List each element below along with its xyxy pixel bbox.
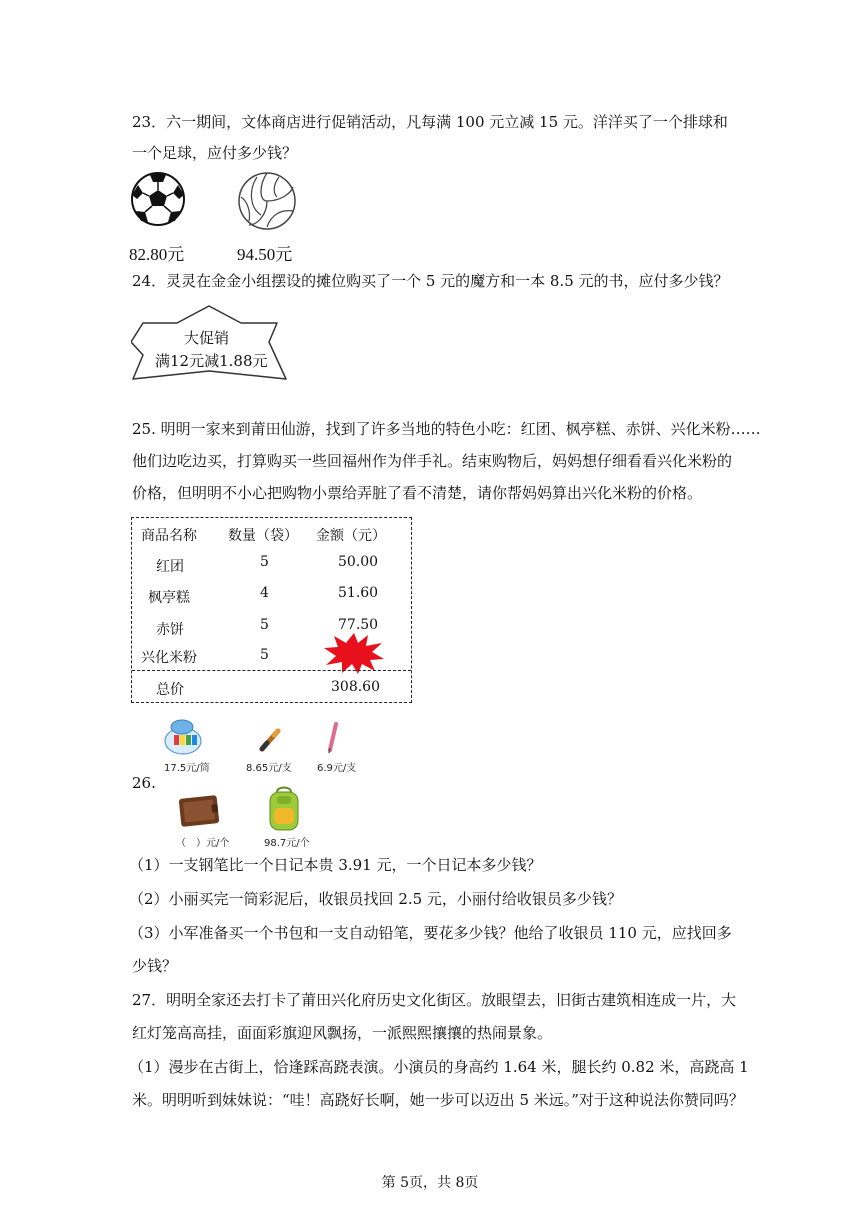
backpack-price: 98.7元/个 [264, 838, 310, 849]
pencil-price: 6.9元/支 [317, 763, 357, 774]
receipt-row-qty: 4 [260, 585, 269, 601]
promotion-title: 大促销 [184, 329, 230, 347]
diary-notebook-icon [176, 793, 222, 829]
q26-sub3-line1: （3）小军准备买一个书包和一支自动铅笔，要花多少钱？他给了收银员 110 元，应找回多 [129, 924, 732, 942]
receipt-header-amount: 金额（元） [316, 528, 386, 544]
receipt-row-qty: 5 [260, 554, 269, 570]
q27-sub1-line1: （1）漫步在古街上，恰逢踩高跷表演。小演员的身高约 1.64 米，腿长约 0.82 米，高跷高 1 [129, 1058, 749, 1076]
clay-price: 17.5元/筒 [164, 763, 210, 774]
receipt-row-amount: 77.50 [338, 617, 379, 633]
volleyball-icon [237, 171, 297, 231]
receipt-row-name: 赤饼 [156, 622, 184, 638]
q26-sub3-line2: 少钱？ [132, 957, 178, 975]
page-footer: 第 5页，共 8页 [381, 1175, 479, 1191]
q25-text-line2: 他们边吃边买，打算购买一些回福州作为伴手礼。结束购物后，妈妈想仔细看看兴化米粉的 [132, 452, 733, 470]
receipt-row-name: 枫亭糕 [148, 590, 190, 606]
mechanical-pencil-icon [326, 722, 340, 754]
receipt-row-qty: 5 [260, 617, 269, 633]
promotion-sign [131, 305, 288, 380]
q24-text-line1: 24．灵灵在金金小组摆设的摊位购买了一个 5 元的魔方和一本 8.5 元的书，应付多少钱？ [132, 272, 729, 290]
clay-tube-icon [160, 717, 206, 757]
q27-sub1-line2: 米。明明听到妹妹说：“哇！高跷好长啊，她一步可以迈出 5 米远。”对于这种说法你赞同吗？ [132, 1091, 744, 1109]
receipt-total-value: 308.60 [331, 679, 380, 695]
receipt-row-qty: 5 [260, 647, 269, 663]
q26-sub1: （1）一支钢笔比一个日记本贵 3.91 元，一个日记本多少钱？ [129, 856, 542, 874]
receipt-header-qty: 数量（袋） [228, 528, 298, 544]
q25-text-line1: 25. 明明一家来到莆田仙游，找到了许多当地的特色小吃：红团、枫亭糕、赤饼、兴化米粉…… [132, 420, 761, 438]
receipt-row-amount: 51.60 [338, 585, 379, 601]
backpack-icon [265, 786, 303, 832]
q25-text-line3: 价格，但明明不小心把购物小票给弄脏了看不清楚，请你帮妈妈算出兴化米粉的价格。 [132, 484, 703, 502]
pen-icon [258, 727, 282, 753]
pen-price: 8.65元/支 [246, 763, 292, 774]
q26-sub2: （2）小丽买完一筒彩泥后，收银员找回 2.5 元，小丽付给收银员多少钱？ [129, 890, 622, 908]
q23-text-line2: 一个足球，应付多少钱？ [132, 144, 298, 162]
receipt-total-label: 总价 [156, 682, 184, 698]
promotion-text: 满12元减1.88元 [155, 352, 268, 370]
diary-price: （ ）元/个 [176, 838, 230, 849]
q26-number: 26. [132, 774, 156, 792]
volleyball-price: 94.50元 [237, 245, 293, 264]
receipt-divider [132, 670, 411, 671]
receipt-row-amount: 50.00 [338, 554, 379, 570]
receipt-row-name: 兴化米粉 [141, 650, 197, 666]
q23-text-line1: 23．六一期间，文体商店进行促销活动，凡每满 100 元立减 15 元。洋洋买了一个排球和 [132, 113, 728, 131]
football-price: 82.80元 [129, 245, 185, 264]
shopping-receipt [131, 517, 412, 703]
q27-text-line1: 27．明明全家还去打卡了莆田兴化府历史文化街区。放眼望去，旧街古建筑相连成一片，大 [132, 991, 737, 1009]
receipt-header-name: 商品名称 [141, 528, 197, 544]
receipt-row-name: 红团 [156, 559, 184, 575]
q27-text-line2: 红灯笼高高挂，面面彩旗迎风飘扬，一派熙熙攘攘的热闹景象。 [132, 1024, 553, 1042]
football-icon [130, 171, 186, 227]
stain-blot-icon [322, 631, 386, 675]
